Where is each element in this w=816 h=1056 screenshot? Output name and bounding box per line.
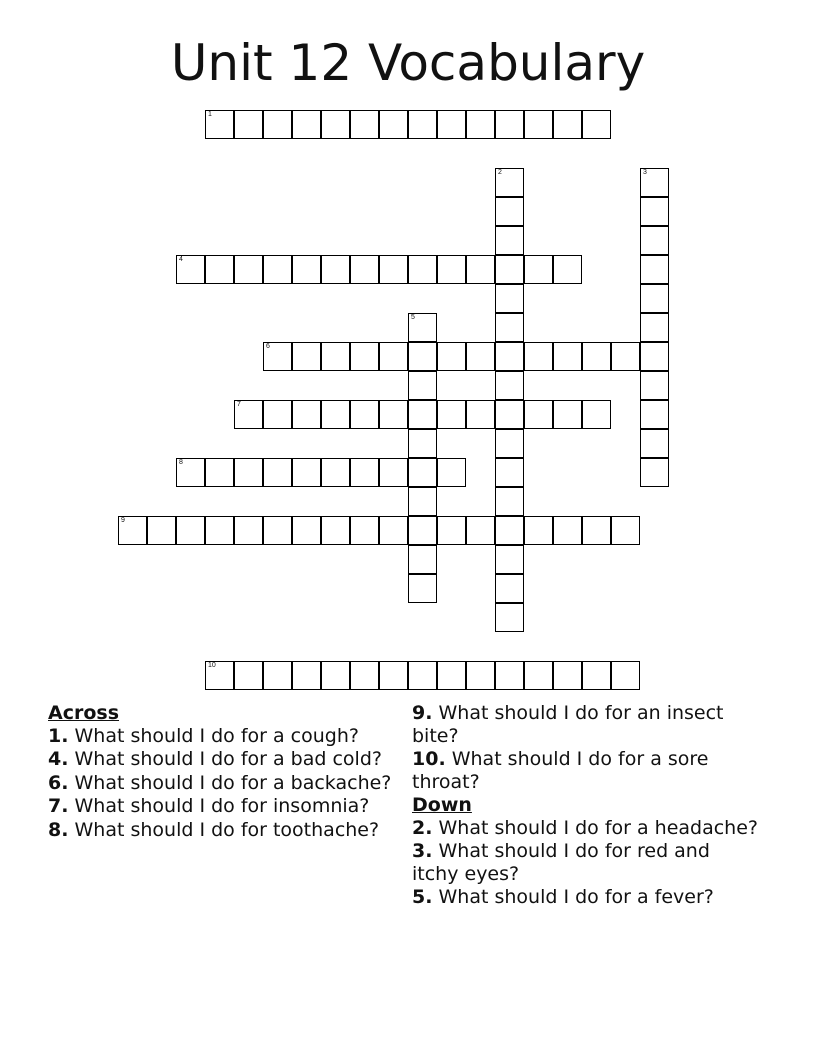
clue-number: 7. [48,795,69,817]
cell-number: 6 [266,343,270,350]
grid-cell[interactable] [234,458,263,487]
clue-number: 1. [48,724,69,747]
grid-cell[interactable] [437,255,466,284]
clue-across-7 [48,795,393,818]
grid-cell[interactable] [321,661,350,690]
grid-cell[interactable] [582,110,611,139]
grid-cell[interactable] [466,661,495,690]
grid-cell[interactable] [495,110,524,139]
grid-cell[interactable] [495,226,524,255]
grid-cell[interactable] [321,400,350,429]
grid-cell[interactable] [524,661,553,690]
grid-cell[interactable] [234,400,263,429]
clue-number: 10. [412,748,446,770]
grid-cell[interactable] [350,342,379,371]
grid-cell[interactable] [292,110,321,139]
grid-cell[interactable] [495,661,524,690]
grid-cell[interactable] [379,400,408,429]
clue-down-3 [412,840,762,885]
grid-cell[interactable] [263,342,292,371]
grid-cell[interactable] [524,516,553,545]
clue-across-9 [412,702,762,747]
page-title: Unit 12 Vocabulary [170,34,646,92]
grid-cell[interactable] [495,487,524,516]
grid-cell[interactable] [553,516,582,545]
grid-cell[interactable] [408,342,437,371]
grid-cell[interactable] [263,516,292,545]
grid-cell[interactable] [379,110,408,139]
grid-cell[interactable] [292,342,321,371]
clue-text: What should I do for a bad cold? [74,748,382,770]
grid-cell[interactable] [321,255,350,284]
cell-number: 7 [237,401,241,408]
grid-cell[interactable] [408,661,437,690]
grid-cell[interactable] [321,458,350,487]
clue-text: What should I do for insomnia? [74,795,370,817]
grid-cell[interactable] [611,661,640,690]
grid-cell[interactable] [234,255,263,284]
clue-number: 8. [48,818,69,841]
grid-cell[interactable] [408,487,437,516]
grid-cell[interactable] [408,516,437,545]
clues-left-column [48,702,393,842]
cell-number: 5 [411,314,415,321]
grid-cell[interactable] [466,400,495,429]
grid-cell[interactable] [350,400,379,429]
grid-cell[interactable] [495,197,524,226]
grid-cell[interactable] [582,400,611,429]
grid-cell[interactable] [321,516,350,545]
grid-cell[interactable] [234,110,263,139]
grid-cell[interactable] [292,661,321,690]
grid-cell[interactable] [611,516,640,545]
grid-cell[interactable] [205,110,234,139]
grid-cell[interactable] [495,371,524,400]
grid-cell[interactable] [176,458,205,487]
grid-cell[interactable] [495,400,524,429]
clue-across-6 [48,772,393,795]
grid-cell[interactable] [408,429,437,458]
clue-number: 2. [412,816,433,839]
grid-cell[interactable] [408,371,437,400]
grid-cell[interactable] [408,574,437,603]
clue-text: What should I do for a sore throat? [412,748,709,793]
grid-cell[interactable] [205,255,234,284]
grid-cell[interactable] [640,429,669,458]
grid-cell[interactable] [466,342,495,371]
grid-cell[interactable] [524,342,553,371]
cell-number: 3 [643,169,647,176]
grid-cell[interactable] [466,255,495,284]
grid-cell[interactable] [176,516,205,545]
grid-cell[interactable] [379,255,408,284]
grid-cell[interactable] [234,516,263,545]
clue-text: What should I do for a cough? [74,724,359,747]
grid-cell[interactable] [350,661,379,690]
clue-text: What should I do for an insect bite? [412,702,724,747]
grid-cell[interactable] [640,371,669,400]
grid-cell[interactable] [495,516,524,545]
clue-number: 9. [412,702,433,724]
clue-text: What should I do for toothache? [74,818,380,841]
down-heading: Down [412,794,472,816]
grid-cell[interactable] [205,458,234,487]
grid-cell[interactable] [495,574,524,603]
clue-across-4 [48,748,393,771]
grid-cell[interactable] [350,458,379,487]
grid-cell[interactable] [234,661,263,690]
grid-cell[interactable] [466,516,495,545]
grid-cell[interactable] [350,110,379,139]
grid-cell[interactable] [495,545,524,574]
grid-cell[interactable] [147,516,176,545]
grid-cell[interactable] [495,168,524,197]
grid-cell[interactable] [408,458,437,487]
clue-number: 6. [48,771,69,794]
clue-across-1 [48,725,393,748]
grid-cell[interactable] [640,168,669,197]
grid-cell[interactable] [379,516,408,545]
clue-text: What should I do for a backache? [74,771,392,794]
grid-cell[interactable] [292,458,321,487]
clue-down-5 [412,886,762,909]
clue-down-2 [412,817,762,840]
grid-cell[interactable] [495,429,524,458]
grid-cell[interactable] [437,661,466,690]
grid-cell[interactable] [640,458,669,487]
grid-cell[interactable] [437,110,466,139]
clues-right-column [412,702,762,910]
cell-number: 4 [179,256,183,263]
grid-cell[interactable] [495,458,524,487]
grid-cell[interactable] [408,400,437,429]
clue-text: What should I do for a headache? [438,816,759,839]
grid-cell[interactable] [437,516,466,545]
grid-cell[interactable] [205,516,234,545]
clue-across-10 [412,748,762,793]
grid-cell[interactable] [408,545,437,574]
across-heading: Across [48,702,120,724]
grid-cell[interactable] [640,284,669,313]
grid-cell[interactable] [263,400,292,429]
grid-cell[interactable] [205,661,234,690]
grid-cell[interactable] [263,458,292,487]
grid-cell[interactable] [582,661,611,690]
grid-cell[interactable] [118,516,147,545]
cell-number: 9 [121,517,125,524]
grid-cell[interactable] [321,110,350,139]
grid-cell[interactable] [582,342,611,371]
grid-cell[interactable] [466,110,495,139]
grid-cell[interactable] [350,516,379,545]
grid-cell[interactable] [611,342,640,371]
grid-cell[interactable] [176,255,205,284]
grid-cell[interactable] [495,603,524,632]
clue-number: 3. [412,840,433,862]
grid-cell[interactable] [524,400,553,429]
grid-cell[interactable] [495,284,524,313]
grid-cell[interactable] [495,342,524,371]
grid-cell[interactable] [263,661,292,690]
grid-cell[interactable] [640,255,669,284]
grid-cell[interactable] [582,516,611,545]
clue-text: What should I do for a fever? [438,886,714,908]
grid-cell[interactable] [292,400,321,429]
grid-cell[interactable] [379,342,408,371]
cell-number: 10 [208,662,216,669]
grid-cell[interactable] [495,313,524,342]
grid-cell[interactable] [263,110,292,139]
grid-cell[interactable] [553,342,582,371]
grid-cell[interactable] [495,255,524,284]
grid-cell[interactable] [553,400,582,429]
grid-cell[interactable] [379,458,408,487]
cell-number: 2 [498,169,502,176]
clue-number: 5. [412,886,433,908]
grid-cell[interactable] [553,255,582,284]
cell-number: 1 [208,111,212,118]
grid-cell[interactable] [292,255,321,284]
clue-across-8 [48,819,393,842]
grid-cell[interactable] [524,110,553,139]
grid-cell[interactable] [553,661,582,690]
grid-cell[interactable] [640,342,669,371]
grid-cell[interactable] [321,342,350,371]
grid-cell[interactable] [640,313,669,342]
clue-number: 4. [48,748,69,770]
grid-cell[interactable] [408,313,437,342]
grid-cell[interactable] [437,342,466,371]
clue-text: What should I do for red and itchy eyes? [412,840,710,885]
grid-cell[interactable] [640,226,669,255]
grid-cell[interactable] [408,255,437,284]
grid-cell[interactable] [379,661,408,690]
grid-cell[interactable] [350,255,379,284]
grid-cell[interactable] [553,110,582,139]
grid-cell[interactable] [292,516,321,545]
grid-cell[interactable] [437,400,466,429]
grid-cell[interactable] [524,255,553,284]
grid-cell[interactable] [640,400,669,429]
grid-cell[interactable] [408,110,437,139]
grid-cell[interactable] [640,197,669,226]
grid-cell[interactable] [263,255,292,284]
grid-cell[interactable] [437,458,466,487]
cell-number: 8 [179,459,183,466]
